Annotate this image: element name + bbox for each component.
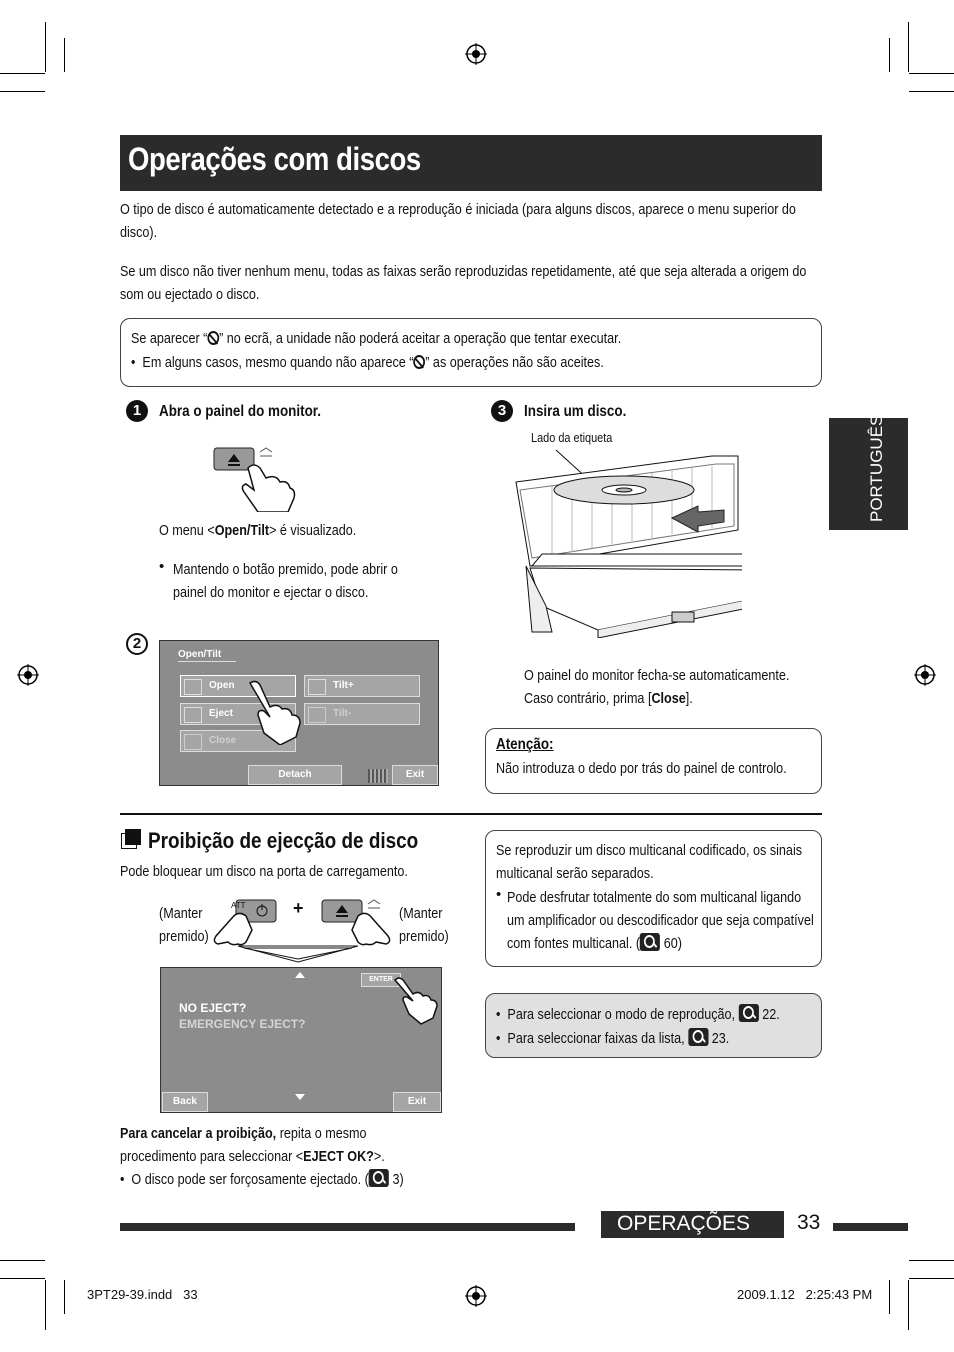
page-number: 33 (797, 1211, 821, 1234)
registration-mark-icon (465, 1285, 487, 1307)
crop-mark (0, 91, 45, 92)
print-date: 2009.1.12 2:25:43 PM (737, 1287, 873, 1302)
title-bar (120, 135, 822, 191)
scroll-down-icon[interactable] (295, 1094, 305, 1100)
section-heading: Proibição de ejecção de disco (148, 828, 419, 853)
step-2-number: 2 (126, 633, 148, 655)
footer-section-tab (601, 1211, 784, 1238)
pointing-hand-icon (242, 679, 306, 745)
step-1-result: O menu <Open/Tilt> é visualizado. (159, 522, 357, 539)
reference-icon (369, 1169, 389, 1187)
step-3-result: O painel do monitor fecha-se automaticamente. Caso contrário, prima [Close]. (524, 667, 790, 707)
plus-sign: + (293, 898, 304, 918)
crop-mark (889, 38, 890, 72)
step-3-title: Insira um disco. (524, 403, 627, 420)
multichannel-text: Se reproduzir um disco multicanal codificado, os sinais multicanal serão separados. (496, 842, 803, 882)
crop-mark (889, 1280, 890, 1314)
close-button[interactable]: Close (180, 730, 296, 752)
back-button[interactable]: Back (162, 1092, 208, 1112)
bullet-dot: • (159, 558, 165, 575)
crop-mark (909, 73, 954, 74)
crop-mark (908, 22, 909, 72)
exit-button[interactable]: Exit (392, 765, 438, 785)
crop-mark (909, 1260, 954, 1261)
step-1-title: Abra o painel do monitor. (159, 403, 322, 420)
tilt-minus-icon (308, 707, 326, 723)
crop-mark (64, 1280, 65, 1314)
no-eject-screen (160, 967, 442, 1113)
crop-mark (45, 22, 46, 72)
reference-icon (739, 1004, 759, 1022)
open-button[interactable]: Open (180, 675, 296, 697)
bullet-dot: • (496, 886, 502, 903)
registration-mark-icon (914, 664, 936, 686)
eject-icon (184, 707, 202, 723)
step-3-number: 3 (491, 400, 513, 422)
label-side-caption: Lado da etiqueta (531, 430, 613, 445)
intro-paragraph-2: Se um disco não tiver nenhum menu, todas as faixas serão reproduzidas repetidamente, até que seja alterada a origem do som ou ejectado o disco. (120, 263, 807, 303)
eject-button[interactable]: Eject (180, 703, 296, 725)
screen-header-line (178, 661, 236, 662)
language-tab (829, 414, 908, 530)
crop-mark (909, 91, 954, 92)
att-label: ATT (231, 901, 246, 910)
eject-button-press-illustration (208, 440, 298, 512)
no-eject-option[interactable]: NO EJECT? (179, 1001, 247, 1015)
footer-bar-right (833, 1223, 908, 1231)
hold-right-label: (Manter premido) (399, 905, 449, 945)
open-icon (184, 679, 202, 695)
intro-paragraph-1: O tipo de disco é automaticamente detectado e a reprodução é iniciada (para alguns discos, aparece o menu superior do disco). (120, 201, 796, 241)
page-title: Operações com discos (128, 141, 421, 177)
open-tilt-screen (159, 640, 439, 786)
notice-line-1: Se aparecer “ ” no ecrã, a unidade não poderá aceitar a operação que tentar executar. (131, 330, 622, 347)
attention-title: Atenção: (496, 736, 554, 753)
section-square-icon (125, 829, 141, 845)
crop-mark (0, 73, 45, 74)
crop-mark (45, 1280, 46, 1330)
emergency-eject-option[interactable]: EMERGENCY EJECT? (179, 1017, 306, 1031)
crop-mark (0, 1260, 45, 1261)
crop-mark (0, 1278, 45, 1279)
registration-mark-icon (17, 664, 39, 686)
tilt-plus-button[interactable]: Tilt+ (304, 675, 420, 697)
reference-icon (640, 933, 660, 951)
step-1-number: 1 (126, 400, 148, 422)
footer-bar-left (120, 1223, 575, 1231)
down-arrow-icon (236, 944, 360, 964)
exit-button[interactable]: Exit (393, 1092, 441, 1112)
screen-header: Open/Tilt (178, 649, 222, 660)
insert-disc-illustration (512, 446, 742, 638)
reference-icon (688, 1028, 708, 1046)
reference-item-2: • Para seleccionar faixas da lista, 23. (496, 1030, 730, 1047)
crop-mark (64, 38, 65, 72)
crop-mark (909, 1278, 954, 1279)
crop-mark (908, 1280, 909, 1330)
signal-bars-icon (368, 769, 388, 783)
tilt-minus-button[interactable]: Tilt- (304, 703, 420, 725)
cancel-instruction: Para cancelar a proibição, repita o mesmo procedimento para seleccionar <EJECT OK?>. (120, 1125, 385, 1165)
close-icon (184, 734, 202, 750)
notice-line-2: • Em alguns casos, mesmo quando não aparece “ ” as operações não são aceites. (131, 354, 604, 371)
section-description: Pode bloquear um disco na porta de carregamento. (120, 863, 408, 880)
footer-section-label: OPERAÇÕES (617, 1212, 751, 1235)
hold-left-label: (Manter premido) (159, 905, 209, 945)
file-info: 3PT29-39.indd 33 (87, 1287, 198, 1302)
tilt-plus-icon (308, 679, 326, 695)
section-divider (120, 813, 822, 815)
attention-text: Não introduza o dedo por trás do painel de controlo. (496, 760, 787, 777)
pointing-hand-icon (391, 976, 443, 1026)
scroll-up-icon[interactable] (295, 972, 305, 978)
language-tab-label: PORTUGUÊS (867, 414, 886, 522)
prohibited-icon (207, 331, 219, 345)
prohibited-icon (413, 355, 425, 369)
enter-button[interactable]: ENTER (361, 973, 401, 987)
multichannel-bullet: Pode desfrutar totalmente do som multicanal ligando um amplificador ou descodificador que seja compatível com fontes multicanal. ( 60) (507, 889, 814, 952)
cancel-bullet: • O disco pode ser forçosamente ejectado. ( 3) (120, 1171, 404, 1188)
eject-button-press-illustration (318, 896, 398, 950)
step-1-bullet: Mantendo o botão premido, pode abrir o painel do monitor e ejectar o disco. (173, 561, 398, 601)
registration-mark-icon (465, 43, 487, 65)
detach-button[interactable]: Detach (248, 765, 342, 785)
notice-box (120, 318, 822, 387)
reference-item-1: • Para seleccionar o modo de reprodução, 22. (496, 1006, 780, 1023)
reference-box (485, 993, 822, 1058)
